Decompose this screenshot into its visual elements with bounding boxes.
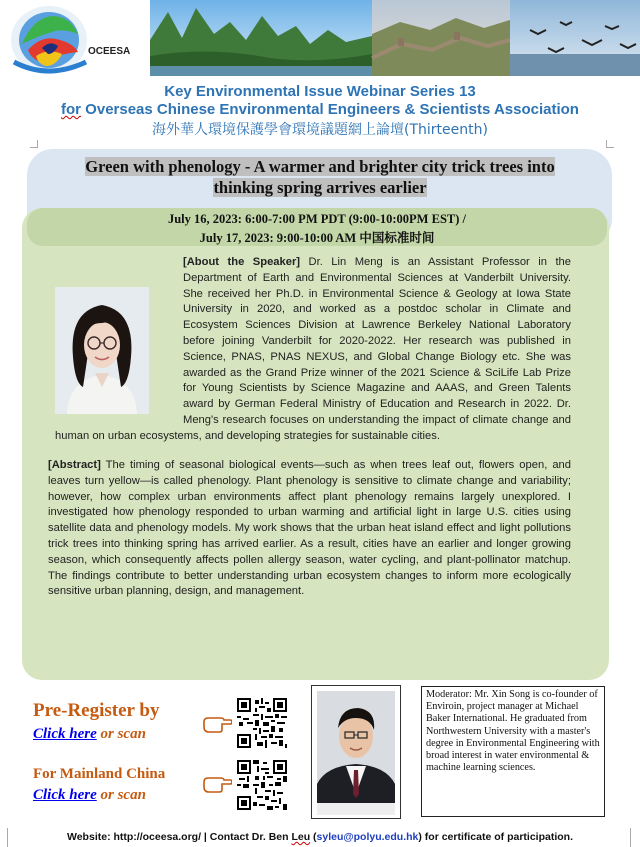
chinese-title: 海外華人環境保護學會環境議題網上論壇(Thirteenth) <box>152 122 488 138</box>
moderator-text: Moderator: Mr. Xin Song is co-founder of Enviroin, project manager at Michael Baker International. He graduated from Northwestern University with a master's degree in Environmental Engineering with broad interest in water environmental & machine learning sciences. <box>426 689 600 774</box>
abstract-text: The timing of seasonal biological events—such as when trees leaf out, flowers open, and leaves turn yellow—is called phenology. Plant phenology is sensitive to climate change and variability; however, how complex urban environments affect plant phenology remains largely unexplored. I investigated how phenology responded to urban warming and artificial light in large U.S. cities using satellite data and phenology models. My work shows that the urban heat island effect and light pollutions trick trees into thinking spring has arrived earlier. As a result, cities have an earlier and longer growing season, which consequently affects pollen allergy season, water cycling, and plant-pollinator matchup. The findings contribute to better understanding urban ecosystem changes to inform more ecologically sensitive urban planning, design, and management. <box>48 459 571 598</box>
talk-title-line1: Green with phenology - A warmer and brighter city trick trees into <box>85 157 555 176</box>
date-line1: July 16, 2023: 6:00-7:00 PM PDT (9:00-10:00PM EST) / <box>167 212 466 226</box>
register-or-scan: or scan <box>96 726 146 742</box>
talk-title-line2: thinking spring arrives earlier <box>213 178 427 197</box>
association-name: Overseas Chinese Environmental Engineers & Scientists Association <box>81 101 579 118</box>
footer-email-link[interactable]: syleu@polyu.edu.hk <box>316 831 419 843</box>
footer <box>0 831 640 843</box>
date-line2: July 17, 2023: 9:00-10:00 AM 中国标准时间 <box>199 231 435 245</box>
pointing-hand-icon <box>202 714 232 734</box>
mainland-china-heading: For Mainland China <box>33 766 166 782</box>
abstract-label: [Abstract] <box>48 459 101 471</box>
china-click-here-link[interactable]: Click here <box>33 787 97 803</box>
association-for: for <box>61 101 82 118</box>
footer-paren-open: ( <box>310 831 317 843</box>
speaker-bio-text: Dr. Lin Meng is an Assistant Professor in the Department of Earth and Environmental Sciences at Vanderbilt University. She received her Ph.D. in Environmental Science & Geology at Iowa State University in 2020, and worked as a postdoc scholar in Climate and Ecosystem Sciences Division at Lawrence Berkeley National Laboratory before joining Vanderbilt for 2020-2022. Her research was published in Science, PNAS, PNAS NEXUS, and Global Change Biology etc. She was awarded as the Grand Prize winner of the 2021 Science & SciLife Lab Prize for Young Scientists by Science Magazine and AAAS, and Green Talents award by German Federal Ministry of Education and Research in 2022. Dr. Meng's research focuses on understanding the impact of climate change and human on urban ecosystems, and developing strategies for sustainable cities. <box>55 256 571 442</box>
association-title <box>0 101 640 118</box>
abstract <box>48 458 571 600</box>
header-banner-photos <box>150 0 640 76</box>
china-or-scan: or scan <box>96 787 146 803</box>
pre-register-heading: Pre-Register by <box>33 700 160 721</box>
register-click-here-link[interactable]: Click here <box>33 726 97 742</box>
footer-contact-surname: Leu <box>291 831 311 843</box>
moderator-photo <box>311 685 401 819</box>
corner-mark <box>606 140 614 148</box>
speaker-bio <box>55 255 571 445</box>
photo-spacer <box>55 255 183 421</box>
speaker-label: [About the Speaker] <box>183 256 301 268</box>
footer-tail: ) for certificate of participation. <box>418 831 573 843</box>
logo-text: OCEESA <box>88 46 131 57</box>
footer-website: Website: http://oceesa.org/ | Contact Dr. Ben <box>67 831 292 843</box>
china-link-line <box>33 787 146 804</box>
china-qr-code-icon[interactable] <box>237 760 287 810</box>
register-qr-code-icon[interactable] <box>237 698 287 748</box>
moderator-box <box>421 686 605 817</box>
corner-mark <box>30 140 38 148</box>
talk-title <box>60 156 580 198</box>
series-title: Key Environmental Issue Webinar Series 13 <box>164 83 476 100</box>
pointing-hand-icon <box>202 774 232 794</box>
register-link-line <box>33 726 146 743</box>
oceesa-logo-icon <box>8 4 90 82</box>
